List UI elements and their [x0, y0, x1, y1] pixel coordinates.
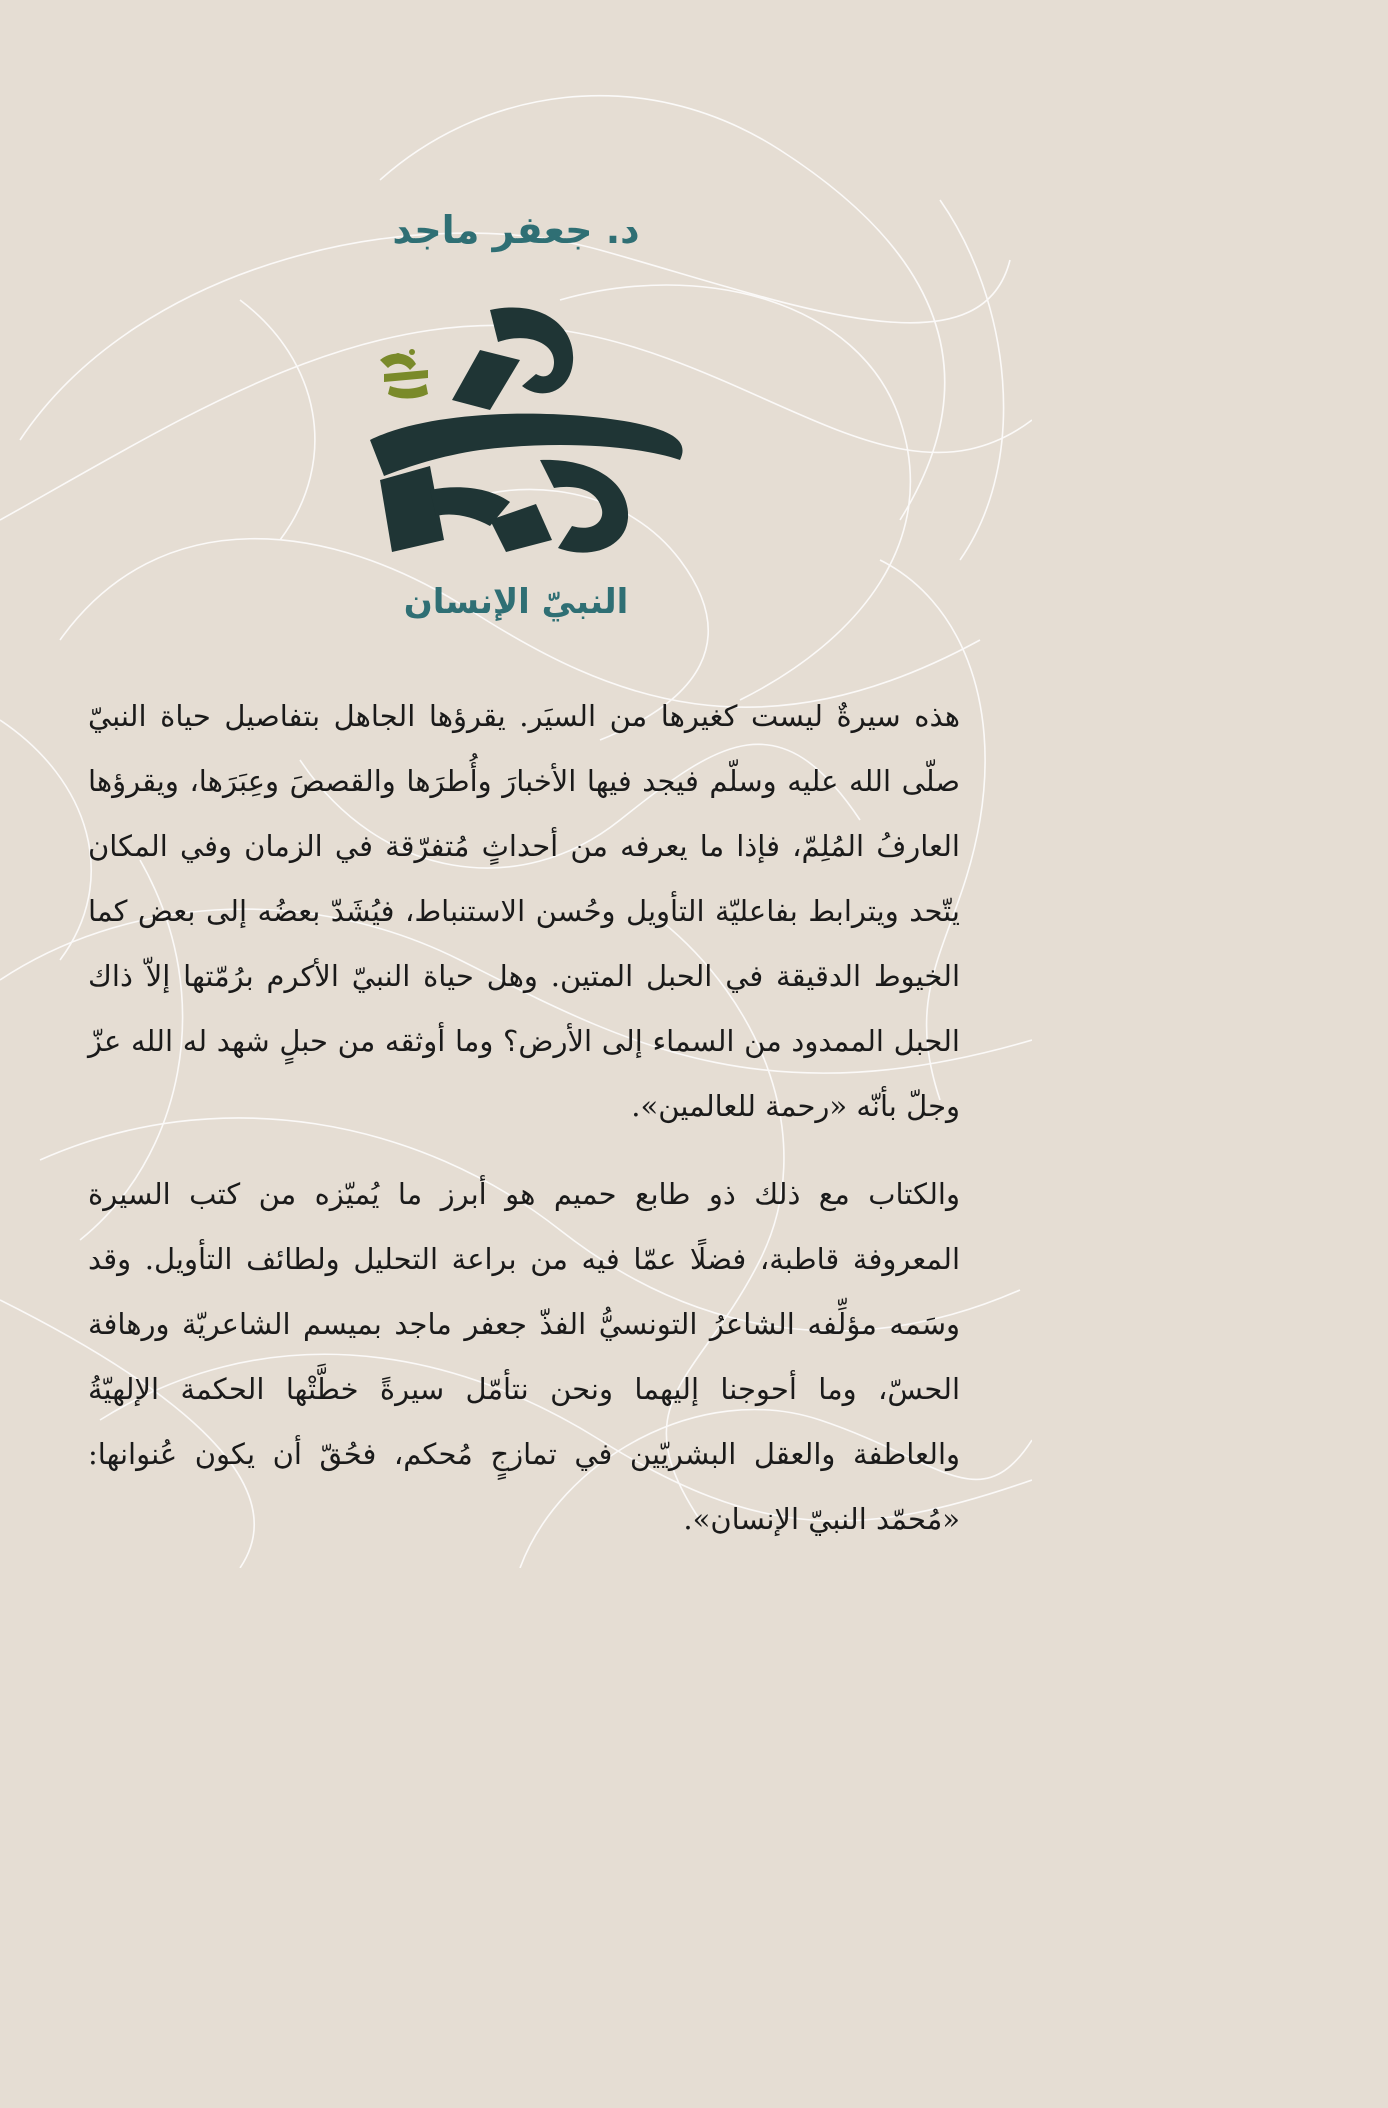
author-name: د. جعفر ماجد — [392, 208, 640, 252]
description-paragraph-2: والكتاب مع ذلك ذو طابع حميم هو أبرز ما يُميّزه من كتب السيرة المعروفة قاطبة، فضلًا عمّا فيه من براعة التحليل ولطائف التأويل. وقد وسَمه مؤلِّفه الشاعرُ التونسيُّ الفذّ جعفر ماجد بميسم الشاعريّة ورهافة الحسّ، وما أحوجنا إليهما ونحن نتأمّل سيرةً خطَّتْها الحكمة الإلهيّةُ والعاطفة والعقل البشريّين في تمازجٍ مُحكم، فحُقّ أن يكون عُنوانها: «مُحمّد النبيّ الإنسان». — [88, 1177, 960, 1536]
book-subtitle: النبيّ الإنسان — [403, 582, 629, 622]
title-calligraphy — [340, 290, 710, 590]
description-paragraph-1: هذه سيرةٌ ليست كغيرها من السيَر. يقرؤها الجاهل بتفاصيل حياة النبيّ صلّى الله عليه وسلّم فيجد فيها الأخبارَ وأُطرَها والقصصَ وعِبَرَها، ويقرؤها العارفُ المُلِمّ، فإذا ما يعرفه من أحداثٍ مُتفرّقة في الزمان وفي المكان يتّحد ويترابط بفاعليّة التأويل وحُسن الاستنباط، فيُشَدّ بعضُه إلى بعض كما الخيوط الدقيقة في الحبل المتين. وهل حياة النبيّ الأكرم برُمّتها إلاّ ذاك الحبل الممدود من السماء إلى الأرض؟ وما أوثقه من حبلٍ شهد له الله عزّ وجلّ بأنّه «رحمة للعالمين». — [88, 699, 960, 1123]
